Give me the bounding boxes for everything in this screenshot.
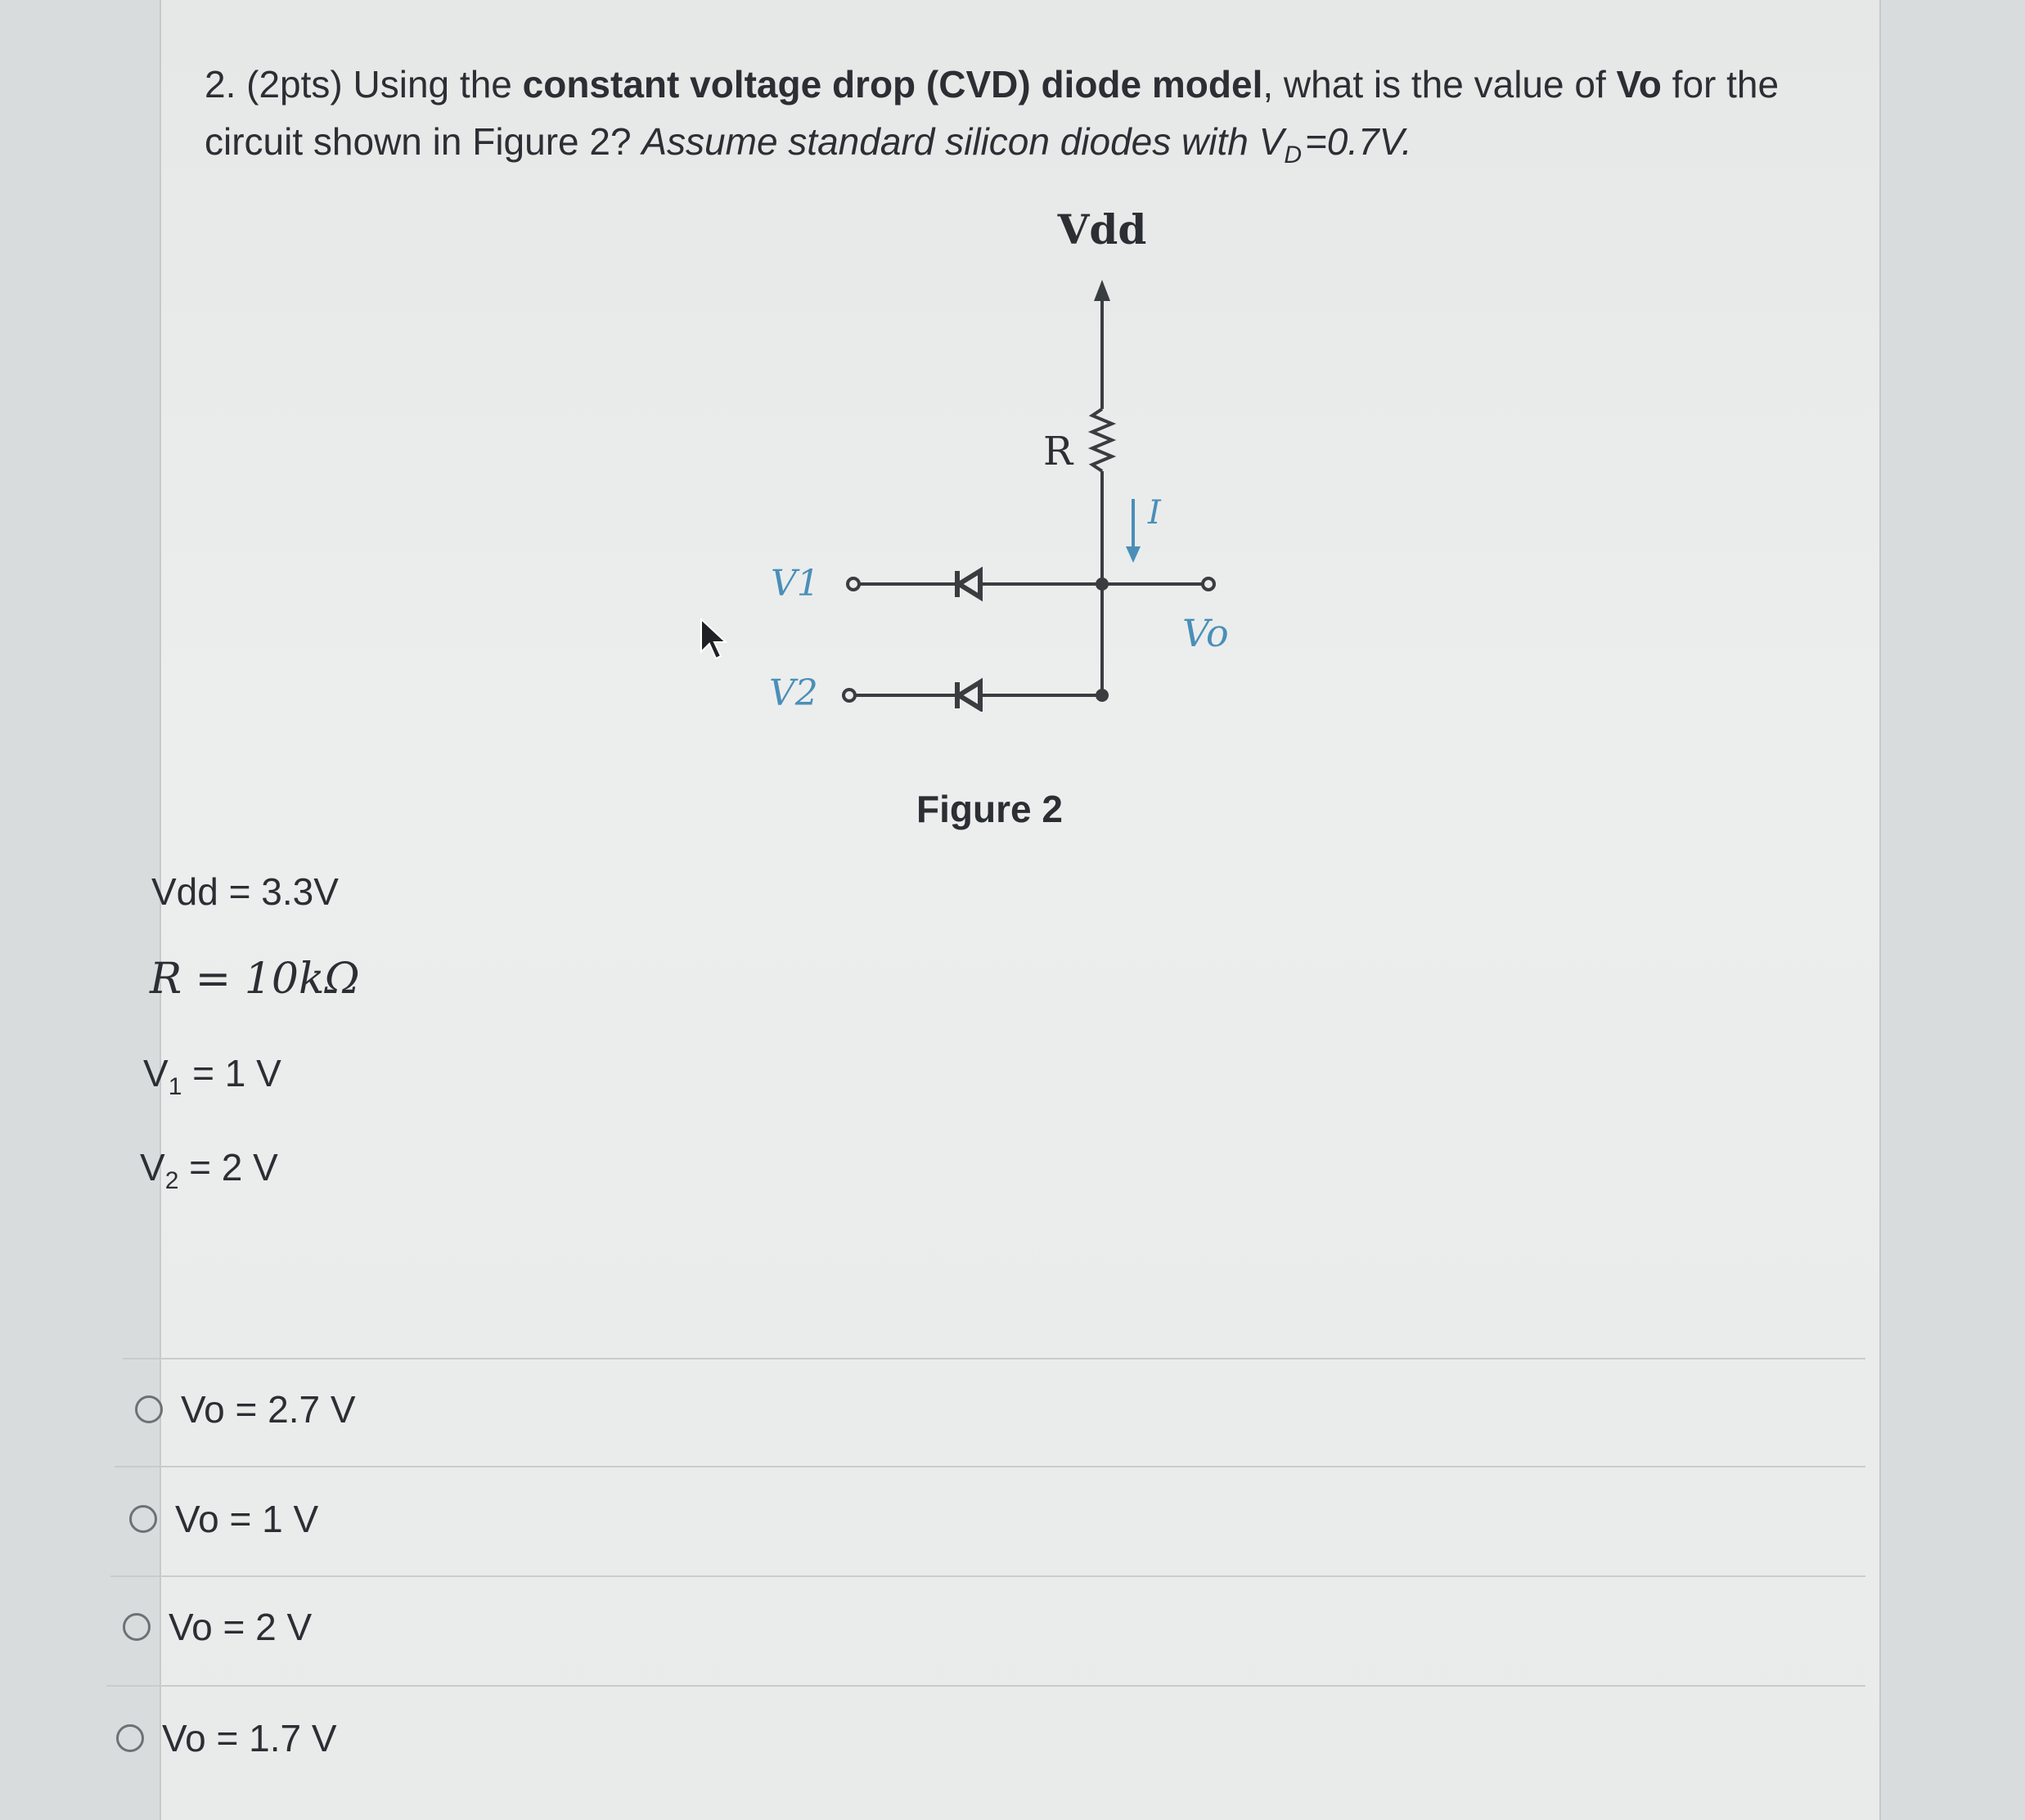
radio-button[interactable]	[116, 1724, 144, 1752]
given-v1-value: = 1 V	[192, 1052, 281, 1094]
answer-option-label: Vo = 2.7 V	[181, 1388, 356, 1431]
question-points: (2pts)	[246, 63, 343, 106]
question-number: 2.	[205, 63, 236, 106]
vo-terminal	[1203, 578, 1214, 590]
assumption-subscript: D	[1284, 142, 1302, 169]
given-v2-symbol: V	[140, 1146, 165, 1189]
question-text	[205, 56, 1841, 184]
answer-option[interactable]	[123, 1605, 312, 1649]
vdd-label: Vdd	[1057, 205, 1147, 254]
radio-button[interactable]	[135, 1395, 163, 1423]
given-v1	[143, 1051, 281, 1101]
answer-option[interactable]	[116, 1716, 337, 1760]
mouse-cursor-icon	[698, 618, 731, 667]
figure-caption: Figure 2	[916, 788, 1063, 830]
given-v2-subscript: 2	[164, 1167, 179, 1195]
given-r: R = 10kΩ	[150, 955, 360, 1004]
v2-terminal	[844, 690, 855, 701]
option-divider	[106, 1685, 1865, 1687]
option-divider	[123, 1358, 1865, 1359]
given-v2	[140, 1145, 278, 1195]
v1-label: V1	[771, 563, 820, 604]
given-v2-value: = 2 V	[189, 1146, 278, 1189]
resistor-label: R	[1043, 429, 1073, 474]
option-divider	[110, 1575, 1865, 1577]
given-vdd: Vdd = 3.3V	[151, 870, 339, 913]
answer-option-label: Vo = 1.7 V	[162, 1717, 337, 1759]
answer-option[interactable]	[129, 1497, 318, 1541]
current-label: I	[1148, 494, 1161, 532]
answer-option-label: Vo = 1 V	[175, 1498, 319, 1540]
assumption-text: Assume standard silicon diodes with V	[641, 120, 1285, 163]
vo-label: Vo	[1182, 611, 1229, 655]
assumption-value: =0.7V.	[1304, 120, 1412, 163]
question-emphasis: constant voltage drop (CVD) diode model	[522, 63, 1263, 106]
answer-option[interactable]	[135, 1387, 356, 1431]
answer-option-label: Vo = 2 V	[169, 1606, 313, 1648]
radio-button[interactable]	[123, 1613, 151, 1641]
given-v1-symbol: V	[143, 1052, 169, 1094]
v2-label: V2	[769, 672, 818, 712]
question-text-part: for the circuit shown in Figure 2?	[205, 63, 1780, 163]
option-divider	[115, 1466, 1865, 1467]
radio-button[interactable]	[129, 1505, 157, 1533]
given-v1-subscript: 1	[168, 1073, 182, 1101]
circuit-diagram	[736, 204, 1309, 712]
current-arrow-icon	[1126, 546, 1141, 563]
v1-terminal	[848, 578, 859, 590]
diode-2-icon	[957, 682, 980, 708]
resistor-icon	[1092, 409, 1112, 471]
question-emphasis: Vo	[1616, 63, 1662, 106]
question-text-part: , what is the value of	[1262, 63, 1606, 106]
diode-1-icon	[957, 571, 980, 597]
question-text-part: Using the	[353, 63, 512, 106]
question-assumption	[641, 120, 1412, 169]
